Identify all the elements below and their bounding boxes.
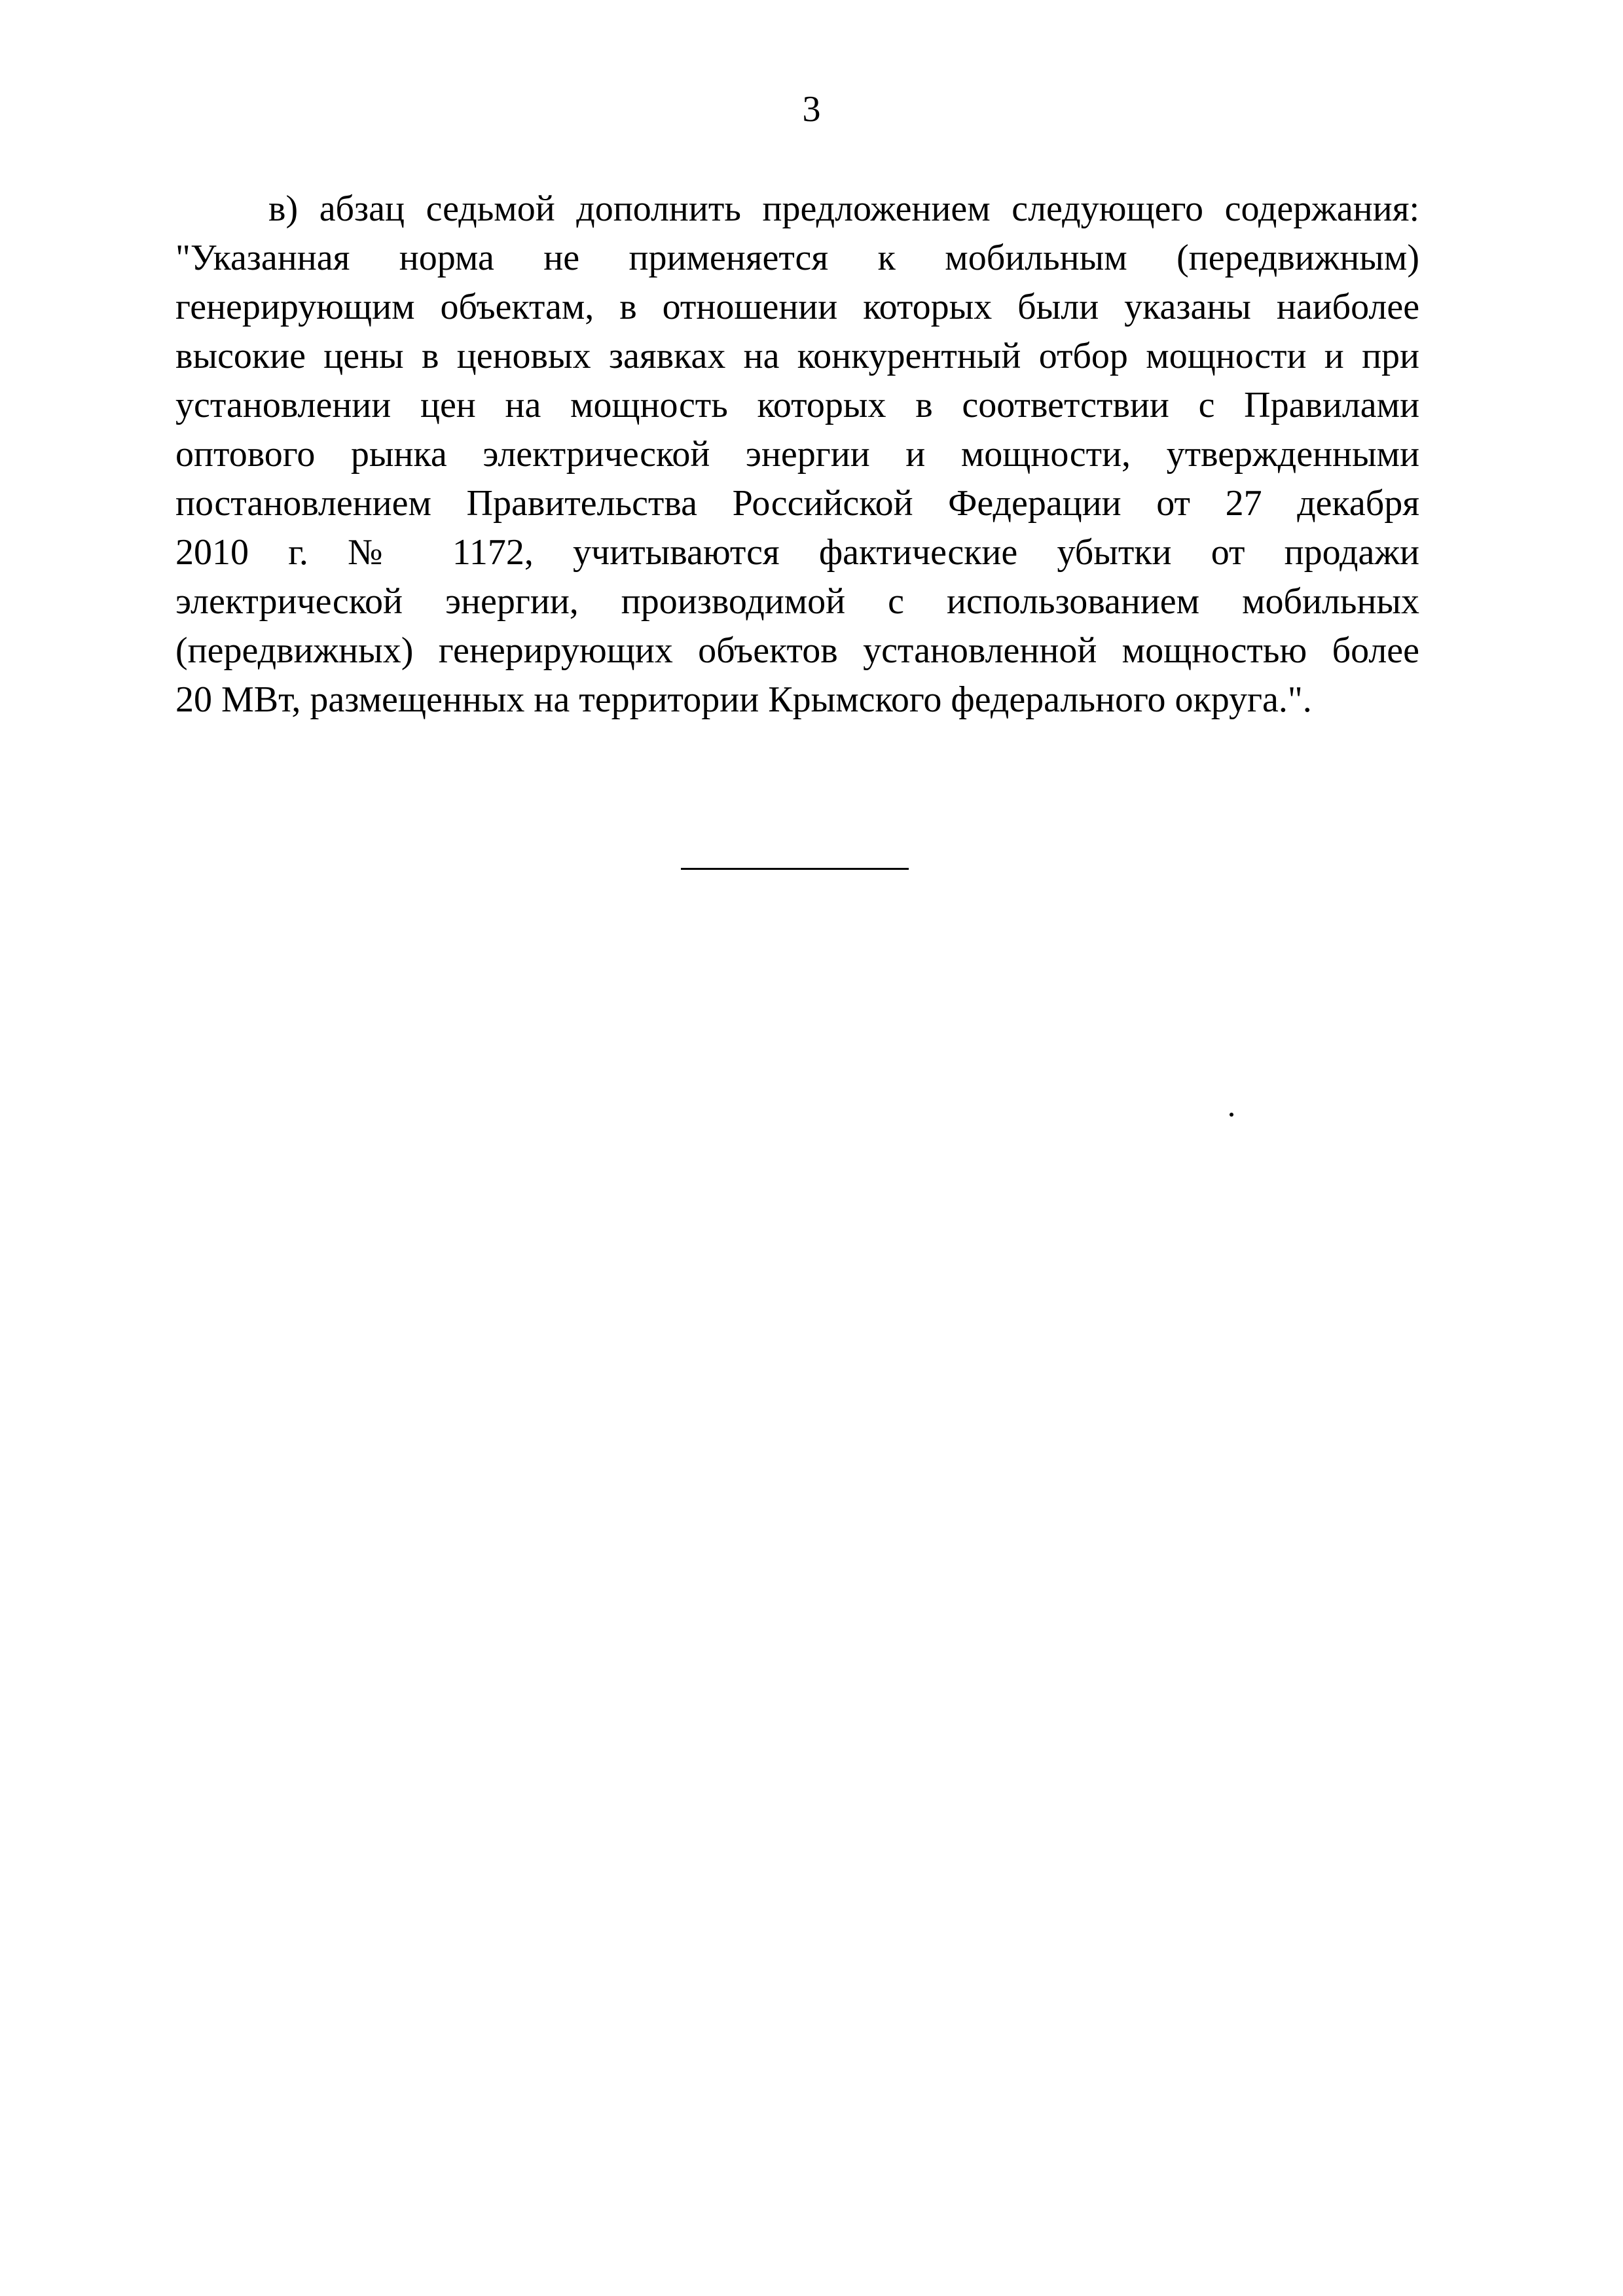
scan-speck	[1230, 1113, 1233, 1117]
text-line: электрической энергии, производимой с использованием мобильных	[175, 581, 1420, 622]
page-number: 3	[802, 89, 821, 130]
end-separator-line	[681, 868, 909, 870]
amendment-paragraph	[175, 185, 1419, 725]
text-line: оптового рынка электрической энергии и мощности, утвержденными	[175, 434, 1420, 475]
text-line: высокие цены в ценовых заявках на конкурентный отбор мощности и при	[175, 336, 1419, 376]
text-line: генерирующим объектам, в отношении которых были указаны наиболее	[175, 287, 1420, 327]
text-line: 20 МВт, размещенных на территории Крымского федерального округа.".	[175, 679, 1312, 720]
text-line: 2010 г. № 1172, учитываются фактические убытки от продажи	[175, 532, 1419, 573]
text-line: (передвижных) генерирующих объектов установленной мощностью более	[175, 630, 1420, 671]
text-line: "Указанная норма не применяется к мобильным (передвижным)	[175, 238, 1420, 278]
text-line: постановлением Правительства Российской Федерации от 27 декабря	[175, 483, 1419, 524]
text-line: в) абзац седьмой дополнить предложением следующего содержания:	[268, 188, 1420, 229]
text-line: установлении цен на мощность которых в соответствии с Правилами	[175, 385, 1420, 425]
